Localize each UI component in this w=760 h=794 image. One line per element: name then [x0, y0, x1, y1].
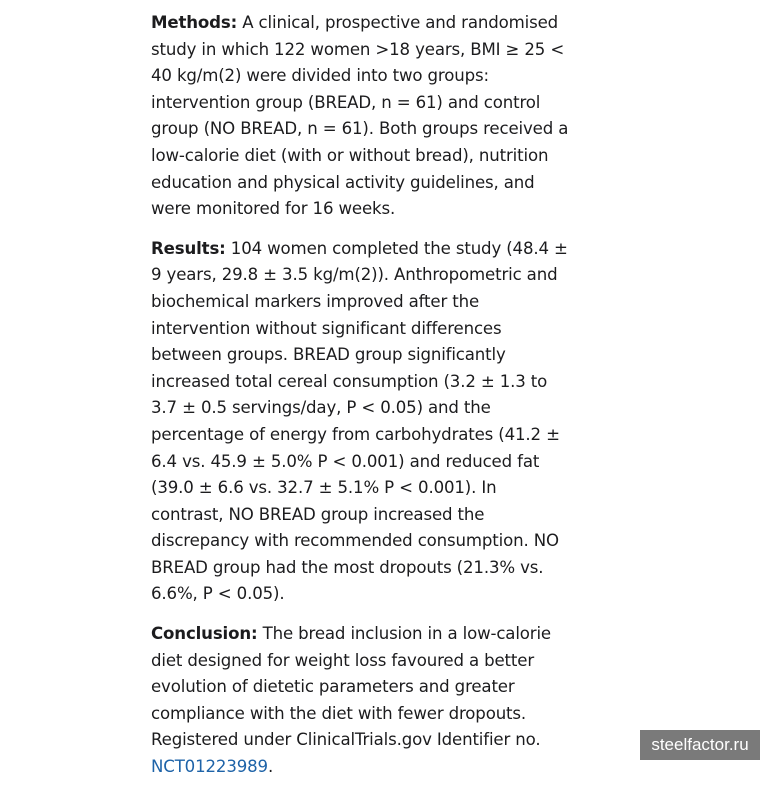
results-paragraph [151, 236, 571, 608]
conclusion-text: The bread inclusion in a low-calorie diet designed for weight loss favoured a better evolution of dietetic parameters and greater compliance with the diet with fewer dropouts. Registered under ClinicalTrials.gov Identifier no. [151, 624, 551, 750]
watermark: steelfactor.ru [640, 730, 760, 760]
methods-paragraph [151, 10, 571, 223]
conclusion-paragraph [151, 621, 571, 781]
results-text: 104 women completed the study (48.4 ± 9 years, 29.8 ± 3.5 kg/m(2)). Anthropometric and biochemical markers improved after the intervention without significant differences between groups. BREAD group significantly increased total cereal consumption (3.2 ± 1.3 to 3.7 ± 0.5 servings/day, P < 0.05) and the percentage of energy from carbohydrates (41.2 ± 6.4 vs. 45.9 ± 5.0% P < 0.001) and reduced fat (39.0 ± 6.6 vs. 32.7 ± 5.1% P < 0.001). In contrast, NO BREAD group increased the discrepancy with recommended consumption. NO BREAD group had the most dropouts (21.3% vs. 6.6%, P < 0.05). [151, 238, 568, 604]
conclusion-label: Conclusion: [151, 624, 258, 644]
methods-text: A clinical, prospective and randomised study in which 122 women >18 years, BMI ≥ 25 < 40 kg/m(2) were divided into two groups: intervention group (BREAD, n = 61) and control group (NO BREAD, n = 61). Both groups received a low-calorie diet (with or without bread), nutrition education and physical activity guidelines, and were monitored for 16 weeks. [151, 13, 569, 219]
conclusion-trailing: . [267, 757, 274, 777]
methods-label: Methods: [151, 13, 238, 32]
results-label: Results: [151, 238, 226, 258]
abstract-body [151, 10, 571, 794]
clinical-trial-link[interactable]: NCT01223989 [151, 757, 268, 777]
